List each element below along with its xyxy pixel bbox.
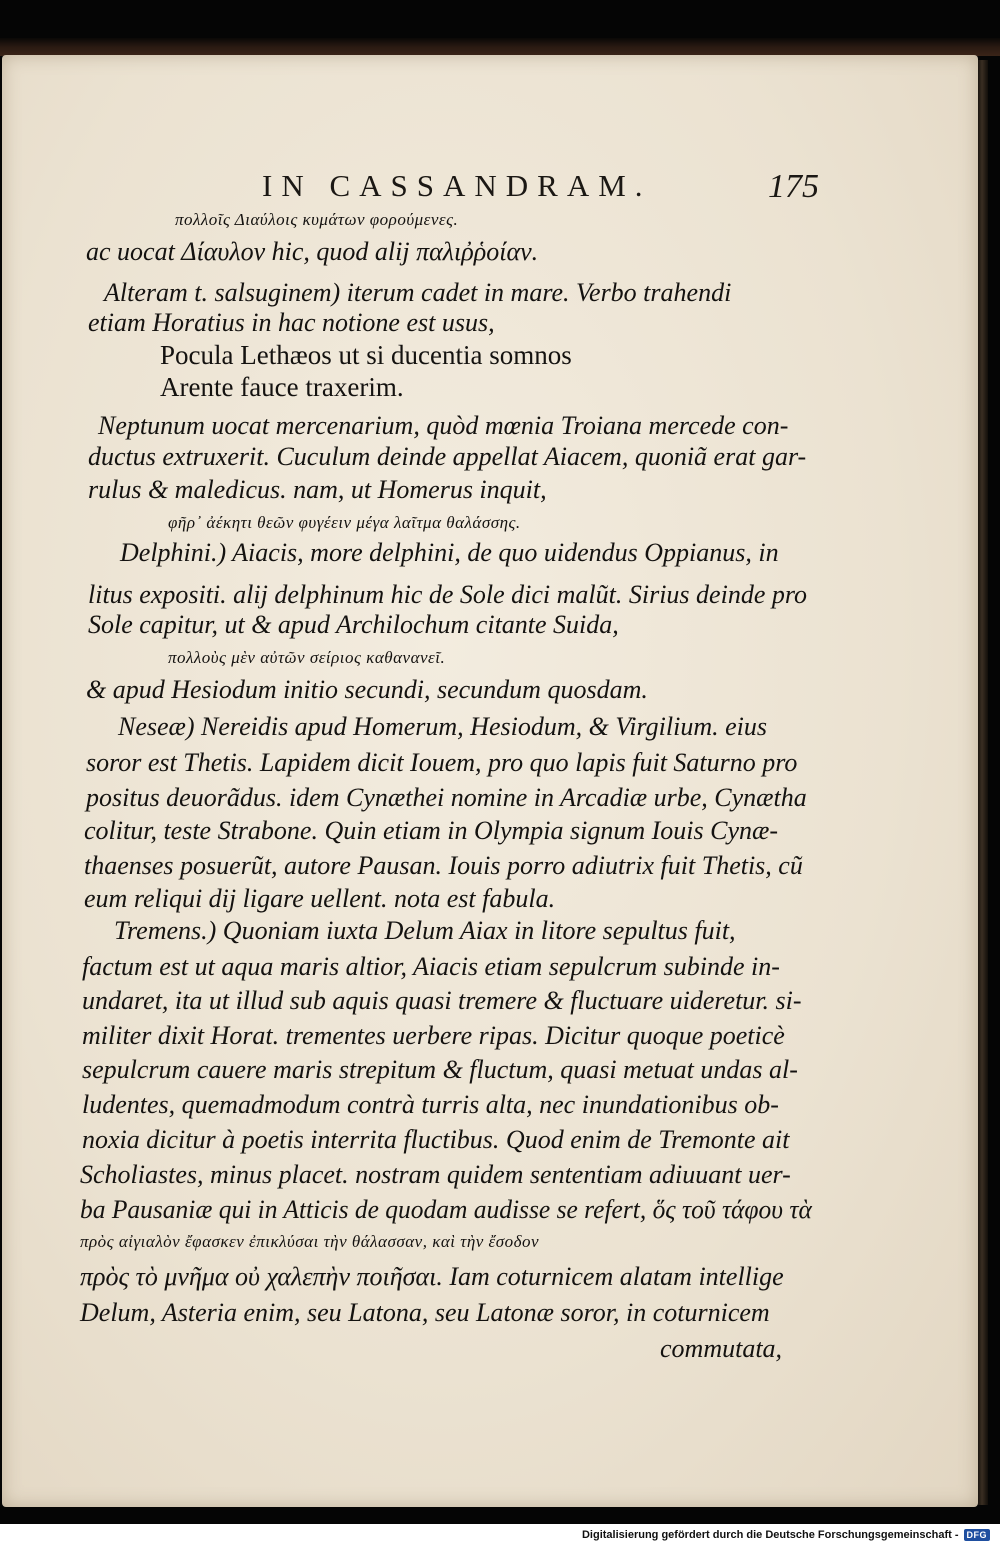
- text-line: noxia dicitur à poetis interrita fluctibus. Quod enim de Tremonte ait: [82, 1125, 790, 1154]
- book-fore-edge: [978, 60, 988, 1505]
- text-line: rulus & maledicus. nam, ut Homerus inquit,: [88, 475, 547, 504]
- text-line-greek: πολλοῖς Διαύλοις κυμάτων φορούμενες.: [175, 210, 459, 229]
- text-line: ductus extruxerit. Cuculum deinde appellat Aiacem, quoniã erat gar-: [88, 442, 807, 471]
- text-line: ludentes, quemadmodum contrà turris alta, nec inundationibus ob-: [82, 1090, 779, 1119]
- text-line: eum reliqui dij ligare uellent. nota est fabula.: [84, 884, 556, 913]
- dfg-logo-icon: DFG: [964, 1529, 991, 1541]
- text-line-verse: Pocula Lethæos ut si ducentia somnos: [160, 340, 572, 370]
- text-line: Neseæ) Nereidis apud Homerum, Hesiodum, & Virgilium. eius: [118, 712, 767, 741]
- text-line: undaret, ita ut illud sub aquis quasi tremere & fluctuare uideretur. si-: [82, 986, 802, 1015]
- catchword: commutata,: [660, 1334, 783, 1363]
- text-line: sepulcrum cauere maris strepitum & fluctum, quasi metuat undas al-: [82, 1055, 798, 1084]
- text-line: litus expositi. alij delphinum hic de Sole dici malũt. Sirius deinde pro: [88, 580, 808, 609]
- text-line: & apud Hesiodum initio secundi, secundum quosdam.: [86, 675, 648, 704]
- text-line-verse: Arente fauce traxerim.: [160, 372, 404, 402]
- text-line-greek: πρὸς αἰγιαλὸν ἔφασκεν ἐπικλύσαι τὴν θάλασσαν, καὶ τὴν ἔσοδον: [80, 1232, 540, 1251]
- text-line: etiam Horatius in hac notione est usus,: [88, 308, 495, 337]
- running-head: IN CASSANDRAM.: [262, 168, 652, 203]
- text-line: Scholiastes, minus placet. nostram quidem sententiam adiuuant uer-: [80, 1160, 791, 1189]
- text-line: soror est Thetis. Lapidem dicit Iouem, pro quo lapis fuit Saturno pro: [86, 748, 798, 777]
- text-line: militer dixit Horat. trementes uerbere ripas. Dicitur quoque poeticè: [82, 1021, 785, 1050]
- text-line: Tremens.) Quoniam iuxta Delum Aiax in litore sepultus fuit,: [114, 916, 736, 945]
- funding-credit: Digitalisierung gefördert durch die Deutsche Forschungsgemeinschaft -: [581, 1529, 959, 1541]
- text-line: colitur, teste Strabone. Quin etiam in Olympia signum Iouis Cynæ-: [84, 816, 779, 845]
- text-line: positus deuorãdus. idem Cynæthei nomine in Arcadiæ urbe, Cynætha: [86, 783, 807, 812]
- text-line: Delum, Asteria enim, seu Latona, seu Latonæ soror, in coturnicem: [80, 1298, 770, 1327]
- text-line: Delphini.) Aiacis, more delphini, de quo uidendus Oppianus, in: [120, 538, 779, 567]
- text-line: thaenses posuerũt, autore Pausan. Iouis porro adiutrix fuit Thetis, cũ: [84, 851, 803, 880]
- text-line: ac uocat Δίαυλον hic, quod alij παλιῤῥοίαν.: [86, 237, 539, 266]
- text-line: Neptunum uocat mercenarium, quòd mœnia Troiana mercede con-: [98, 411, 789, 440]
- text-line: Alteram t. salsuginem) iterum cadet in mare. Verbo trahendi: [104, 278, 732, 307]
- text-line: πρὸς τὸ μνῆμα οὐ χαλεπὴν ποιῆσαι. Iam coturnicem alatam intellige: [80, 1262, 784, 1291]
- text-line-greek: πολλοὺς μὲν αὐτῶν σείριος καθανανεῖ.: [168, 648, 446, 667]
- text-line: factum est ut aqua maris altior, Aiacis etiam sepulcrum subinde in-: [82, 952, 780, 981]
- digitization-footer: [582, 1526, 990, 1544]
- text-line-greek: φῆρ᾽ ἀέκητι θεῶν φυγέειν μέγα λαῖτμα θαλάσσης.: [168, 513, 521, 532]
- text-line: Sole capitur, ut & apud Archilochum citante Suida,: [88, 610, 619, 639]
- text-line: ba Pausaniæ qui in Atticis de quodam audisse se refert, ὅς τοῦ τάφου τὰ: [80, 1195, 812, 1224]
- page-number: 175: [768, 168, 819, 205]
- book-top-edge: [0, 38, 1000, 56]
